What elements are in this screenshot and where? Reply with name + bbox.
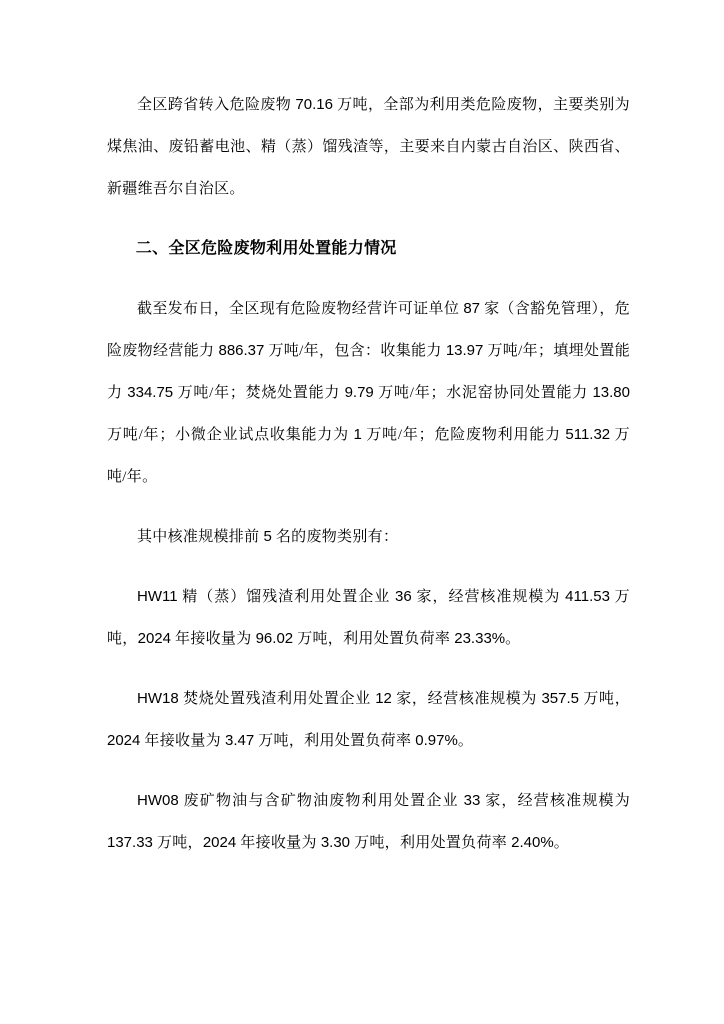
paragraph-hw11: HW11 精（蒸）馏残渣利用处置企业 36 家，经营核准规模为 411.53 万吨，2024 年接收量为 96.02 万吨，利用处置负荷率 23.33%。: [107, 588, 630, 647]
paragraph-capacity-overview: 截至发布日，全区现有危险废物经营许可证单位 87 家（含豁免管理），危险废物经营能力 886.37 万吨/年，包含：收集能力 13.97 万吨/年；填埋处置能力 334.75 万吨/年；焚烧处置能力 9.79 万吨/年；水泥窑协同处置能力 13.80 万吨/年；小微企业试点收集能力为 1 万吨/年；危险废物利用能力 511.32 万吨/年。: [107, 300, 631, 485]
paragraph-top5-intro: 其中核准规模排前 5 名的废物类别有：: [137, 528, 399, 545]
paragraph-cross-province-transfer: 全区跨省转入危险废物 70.16 万吨，全部为利用类危险废物，主要类别为煤焦油、废铅蓄电池、精（蒸）馏残渣等，主要来自内蒙古自治区、陕西省、新疆维吾尔自治区。: [107, 96, 630, 197]
section-heading-disposal-capacity: 二、全区危险废物利用处置能力情况: [135, 240, 397, 257]
paragraph-hw18: HW18 焚烧处置残渣利用处置企业 12 家，经营核准规模为 357.5 万吨，2024 年接收量为 3.47 万吨，利用处置负荷率 0.97%。: [107, 690, 630, 749]
paragraph-hw08: HW08 废矿物油与含矿物油废物利用处置企业 33 家，经营核准规模为 137.33 万吨，2024 年接收量为 3.30 万吨，利用处置负荷率 2.40%。: [107, 792, 630, 851]
